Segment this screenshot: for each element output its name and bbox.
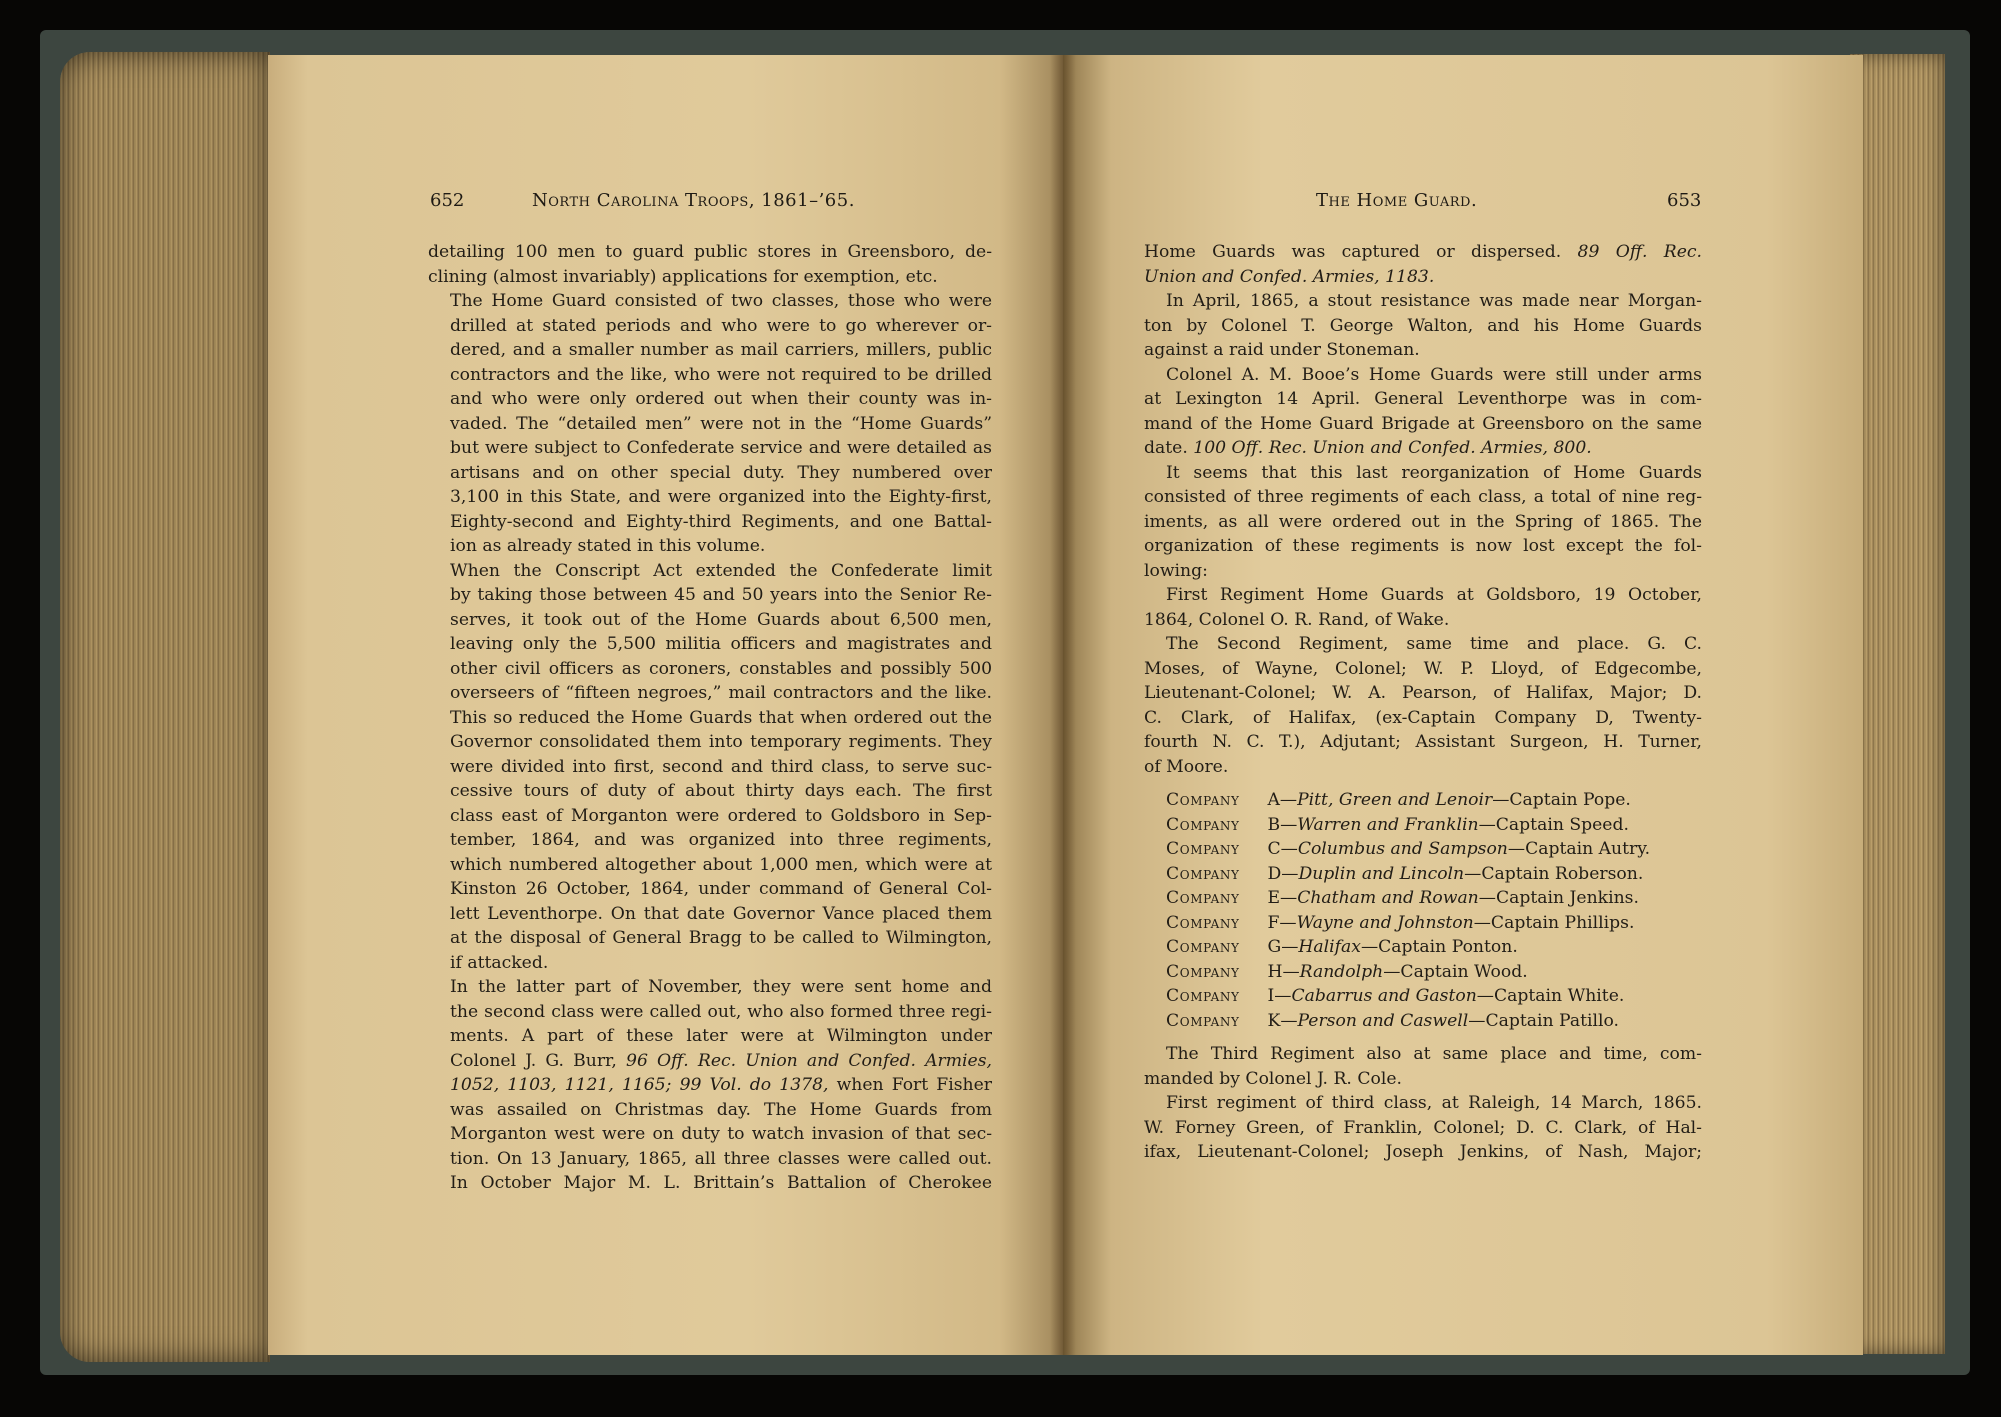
right-page-edges xyxy=(1850,54,1945,1354)
company-entry: Company D—Duplin and Lincoln—Captain Roberson. xyxy=(1166,863,1644,884)
paragraph: First regiment of third class, at Raleigh, 14 March, 1865. W. Forney Green, of Franklin, Colonel; D. C. Clark, of Hal- ifax, Lieutenant-Colonel; Joseph Jenkins, of Nash, Major; xyxy=(1144,1093,1702,1162)
paragraph: In April, 1865, a stout resistance was made near Morgan- ton by Colonel T. George Walton, and his Home Guards against a raid under Stoneman. xyxy=(1144,291,1702,360)
company-entry: Company B—Warren and Franklin—Captain Speed. xyxy=(1166,814,1629,835)
paragraph: First Regiment Home Guards at Goldsboro, 19 October, 1864, Colonel O. R. Rand, of Wake. xyxy=(1144,585,1702,630)
company-entry: Company E—Chatham and Rowan—Captain Jenkins. xyxy=(1166,888,1639,908)
paragraph: It seems that this last reorganization of Home Guards consisted of three regiments of each class, a total of nine reg- iments, as all were ordered out in the Spring of 1865. The organization of these regiments is now lost except the fol- lowing: xyxy=(1144,462,1702,581)
left-page-edges xyxy=(60,52,270,1362)
book-gutter xyxy=(1050,55,1076,1355)
company-entry: Company A—Pitt, Green and Lenoir—Captain Pope. xyxy=(1166,790,1631,810)
company-entry: Company H—Randolph—Captain Wood. xyxy=(1166,961,1528,982)
company-entry: Company F—Wayne and Johnston—Captain Phillips. xyxy=(1166,912,1635,933)
left-page-number: 652 xyxy=(430,190,465,211)
left-page-text xyxy=(428,240,992,1196)
paragraph: In the latter part of November, they were sent home and the second class were called out, who also formed three regi- ments. A part of these later were at Wilmington under Colonel J. G. Burr, 96 Off. Rec. Union and Confed. Armies, 1052, 1103, 1121, 1165; 99 Vol. do 1378, when Fort Fisher was assailed on Christmas day. The Home Guards from Morganton west were on duty to watch invasion of that sec- tion. On 13 January, 1865, all three classes were called out. In October Major M. L. Brittain’s Battalion of Cherokee xyxy=(450,977,992,1193)
paragraph: The Home Guard consisted of two classes, those who were drilled at stated periods and who were to go wherever or- dered, and a smaller number as mail carriers, millers, public contractors and the like, who were not required to be drilled and who were only ordered out when their county was in- vaded. The “detailed men” were not in the “Home Guards” but were subject to Confederate service and were detailed as artisans and on other special duty. They numbered over 3,100 in this State, and were organized into the Eighty-first, Eighty-second and Eighty-third Regiments, and one Battal- ion as already stated in this volume. xyxy=(450,291,992,556)
company-entry: Company C—Columbus and Sampson—Captain Autry. xyxy=(1166,839,1651,859)
left-running-title: North Carolina Troops, 1861–’65. xyxy=(532,190,855,211)
company-entry: Company G—Halifax—Captain Ponton. xyxy=(1166,937,1518,957)
company-entry: Company I—Cabarrus and Gaston—Captain White. xyxy=(1166,986,1625,1006)
paragraph: When the Conscript Act extended the Confederate limit by taking those between 45 and 50 years into the Senior Re- serves, it took out of the Home Guards about 6,500 men, leaving only the 5,500 militia officers and magistrates and other civil officers as coroners, constables and possibly 500 overseers of “fifteen negroes,” mail contractors and the like. This so reduced the Home Guards that when ordered out the Governor consolidated them into temporary regiments. They were divided into first, second and third class, to serve suc- cessive tours of duty of about thirty days each. The first class east of Morganton were ordered to Goldsboro in Sep- tember, 1864, and was organized into three regiments, which numbered altogether about 1,000 men, which were at Kinston 26 October, 1864, under command of General Col- lett Leventhorpe. On that date Governor Vance placed them at the disposal of General Bragg to be called to Wilmington, if attacked. xyxy=(450,560,992,973)
paragraph: The Third Regiment also at same place and time, com- manded by Colonel J. R. Cole. xyxy=(1144,1044,1702,1089)
company-roster xyxy=(1166,788,1702,1033)
paragraph: Home Guards was captured or dispersed. 89 Off. Rec. Union and Confed. Armies, 1183. xyxy=(1144,242,1702,287)
paragraph: Colonel A. M. Booe’s Home Guards were still under arms at Lexington 14 April. General Leventhorpe was in com- mand of the Home Guard Brigade at Greensboro on the same date. 100 Off. Rec. Union and Confed. Armies, 800. xyxy=(1144,364,1702,458)
right-running-title: The Home Guard. xyxy=(1316,190,1478,211)
paragraph: The Second Regiment, same time and place. G. C. Moses, of Wayne, Colonel; W. P. Lloyd, of Edgecombe, Lieutenant-Colonel; W. A. Pearson, of Halifax, Major; D. C. Clark, of Halifax, (ex-Captain Company D, Twenty- fourth N. C. T.), Adjutant; Assistant Surgeon, H. Turner, of Moore. xyxy=(1144,634,1702,777)
paragraph: detailing 100 men to guard public stores in Greensboro, de- clining (almost invariably) applications for exemption, etc. xyxy=(428,242,992,287)
company-entry: Company K—Person and Caswell—Captain Patillo. xyxy=(1166,1010,1619,1031)
right-page-text xyxy=(1144,240,1702,1165)
right-page-number: 653 xyxy=(1667,190,1702,211)
